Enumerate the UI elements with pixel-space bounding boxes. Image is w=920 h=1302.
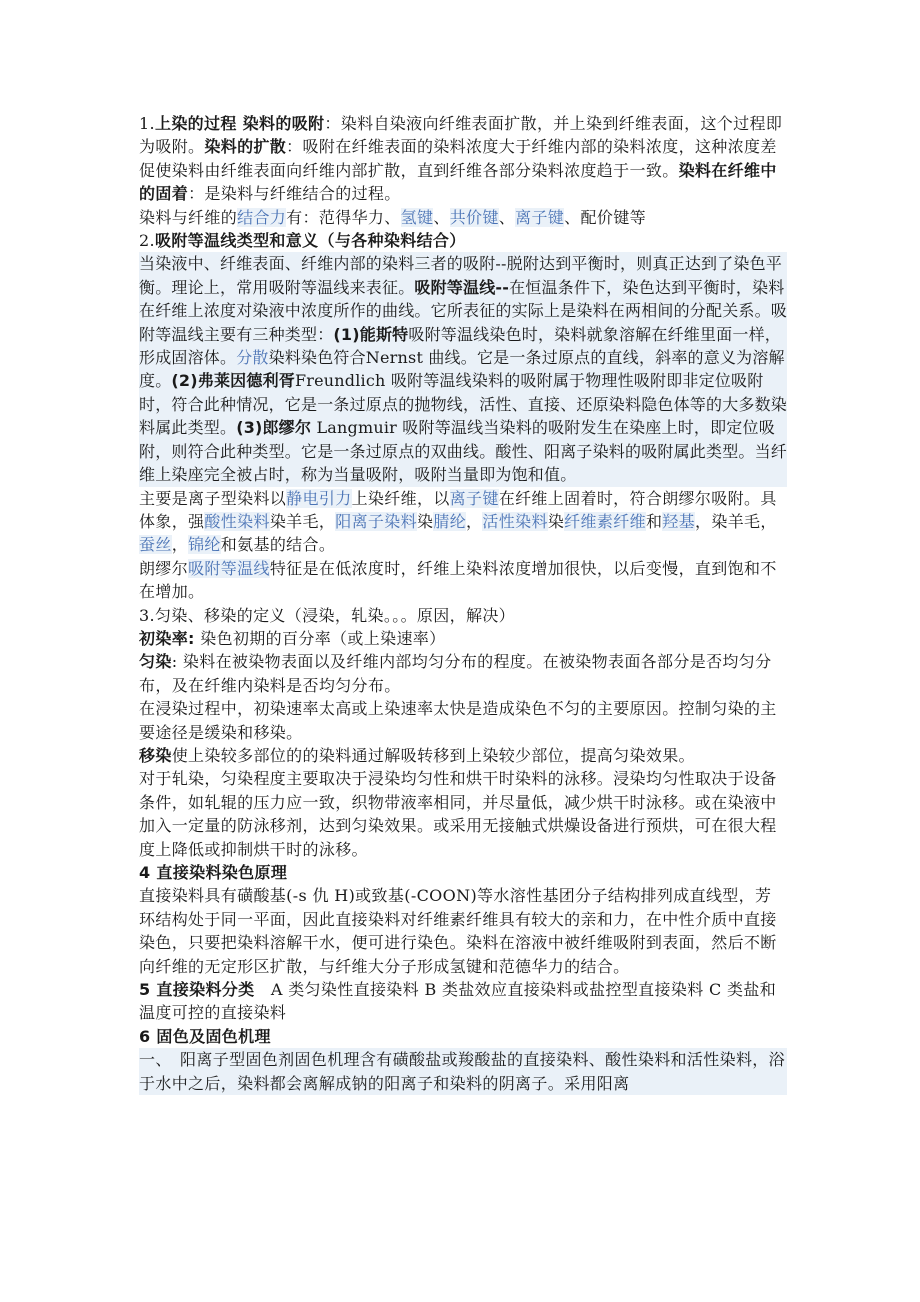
paragraph-direct-dye-classification: 5 直接染料分类 A 类匀染性直接染料 B 类盐效应直接染料或盐控型直接染料 C 类盐和温度可控的直接染料 (139, 980, 777, 1023)
heading-fixation: 6 固色及固色机理 (139, 1026, 271, 1046)
paragraph-level-dyeing: 匀染: 染料在被染物表面以及纤维内部均匀分布的程度。在被染物表面各部分是否均匀分布，及在纤维内染料是否均匀分布。 (139, 652, 772, 695)
paragraph-binding-forces: 染料与纤维的结合力有：范得华力、氢键、共价键、离子键、配价键等 (139, 207, 646, 227)
link-acid-dye[interactable]: 酸性染料 (204, 511, 270, 531)
heading-isotherm: 2.吸附等温线类型和意义（与各种染料结合） (139, 231, 466, 251)
link-electrostatic[interactable]: 静电引力 (286, 488, 352, 508)
link-reactive-dye[interactable]: 活性染料 (482, 511, 548, 531)
paragraph-isotherm-types: 当染液中、纤维表面、纤维内部的染料三者的吸附--脱附达到平衡时，则真正达到了染色平衡。理论上，常用吸附等温线来表征。吸附等温线--在恒温条件下，染色达到平衡时，染料在纤维上浓度对染液中浓度所作的曲线。它所表征的实际上是染料在两相间的分配关系。吸附等温线主要有三种类型：(1)能斯特吸附等温线染色时，染料就象溶解在纤维里面一样，形成固溶体。分散染料染色符合Nernst 曲线。它是一条过原点的直线，斜率的意义为溶解度。(2)弗莱因德利胥Freundlich 吸附等温线染料的吸附属于物理性吸附即非定位吸附时，符合此种情况，它是一条过原点的抛物线，活性、直接、还原染料隐色体等的大多数染料属此类型。(3)郎缪尔 Langmuir 吸附等温线当染料的吸附发生在染座上时，即定位吸附，则符合此种类型。它是一条过原点的双曲线。酸性、阳离子染料的吸附属此类型。当纤维上染座完全被占时，称为当量吸附，吸附当量即为饱和值。 (139, 252, 787, 486)
link-hydrogen-bond[interactable]: 氢键 (400, 207, 434, 227)
paragraph-migration: 移染使上染较多部位的的染料通过解吸转移到上染较少部位，提高匀染效果。 (139, 745, 695, 765)
paragraph-langmuir-feature: 朗缪尔吸附等温线特征是在低浓度时，纤维上染料浓度增加很快，以后变慢，直到饱和不在增加。 (139, 558, 777, 602)
link-disperse[interactable]: 分散 (236, 348, 269, 368)
link-ionic-bond[interactable]: 离子键 (515, 207, 565, 227)
paragraph-fixation: 一、 阳离子型固色剂固色机理含有磺酸盐或羧酸盐的直接染料、酸性染料和活性染料，浴于水中之后，染料都会离解成钠的阳离子和染料的阴离子。采用阳离 (139, 1048, 787, 1095)
link-acrylic[interactable]: 腈纶 (433, 511, 467, 531)
link-ionic-bond-2[interactable]: 离子键 (449, 488, 499, 508)
paragraph-langmuir-examples: 主要是离子型染料以静电引力上染纤维，以离子键在纤维上固着时，符合朗缪尔吸附。具体象，强酸性染料染羊毛，阳离子染料染腈纶，活性染料染纤维素纤维和羟基，染羊毛，蚕丝，锦纶和氨基的结合。 (139, 488, 777, 555)
heading-level-dyeing: 3.匀染、移染的定义（浸染，轧染。。。原因，解决） (139, 605, 516, 625)
link-nylon[interactable]: 锦纶 (188, 535, 221, 555)
link-cellulose-fiber[interactable]: 纤维素纤维 (564, 511, 646, 531)
paragraph-initial-rate: 初染率: 染色初期的百分率（或上染速率） (139, 628, 446, 648)
document-body (139, 112, 787, 1095)
heading-direct-dye-principle: 4 直接染料染色原理 (139, 863, 288, 882)
link-cationic-dye[interactable]: 阳离子染料 (335, 511, 417, 531)
paragraph-dyeing-process: 1.上染的过程 染料的吸附：染料自染液向纤维表面扩散，并上染到纤维表面，这个过程即为吸附。染料的扩散：吸附在纤维表面的染料浓度大于纤维内部的染料浓度，这种浓度差促使染料由纤维表面向纤维内部扩散，直到纤维各部分染料浓度趋于一致。染料在纤维中的固着：是染料与纤维结合的过程。 (139, 114, 783, 204)
link-binding-force[interactable]: 结合力 (237, 207, 287, 227)
link-isotherm[interactable]: 吸附等温线 (188, 558, 270, 578)
paragraph-pad-dyeing: 对于轧染，匀染程度主要取决于浸染均匀性和烘干时染料的泳移。浸染均匀性取决于设备条件，如轧辊的压力应一致，织物带液率相同，并尽量低，减少烘干时泳移。或在染液中加入一定量的防泳移剂，达到匀染效果。或采用无接触式烘燥设备进行预烘，可在很大程度上降低或抑制烘干时的泳移。 (139, 769, 777, 859)
link-covalent-bond[interactable]: 共价键 (449, 207, 499, 227)
paragraph-direct-dye-principle: 直接染料具有磺酸基(-s 仇 H)或致基(-COON)等水溶性基团分子结构排列成直线型，芳环结构处于同一平面，因此直接染料对纤维素纤维具有较大的亲和力，在中性介质中直接染色，只要把染料溶解干水，便可进行染色。染料在溶液中被纤维吸附到表面，然后不断向纤维的无定形区扩散，与纤维大分子形成氢键和范德华力的结合。 (139, 886, 777, 976)
paragraph-exhaust-dyeing: 在浸染过程中，初染速率太高或上染速率太快是造成染色不匀的主要原因。控制匀染的主要途径是缓染和移染。 (139, 699, 777, 742)
link-hydroxyl[interactable]: 羟基 (662, 511, 695, 531)
link-silk[interactable]: 蚕丝 (139, 535, 172, 555)
